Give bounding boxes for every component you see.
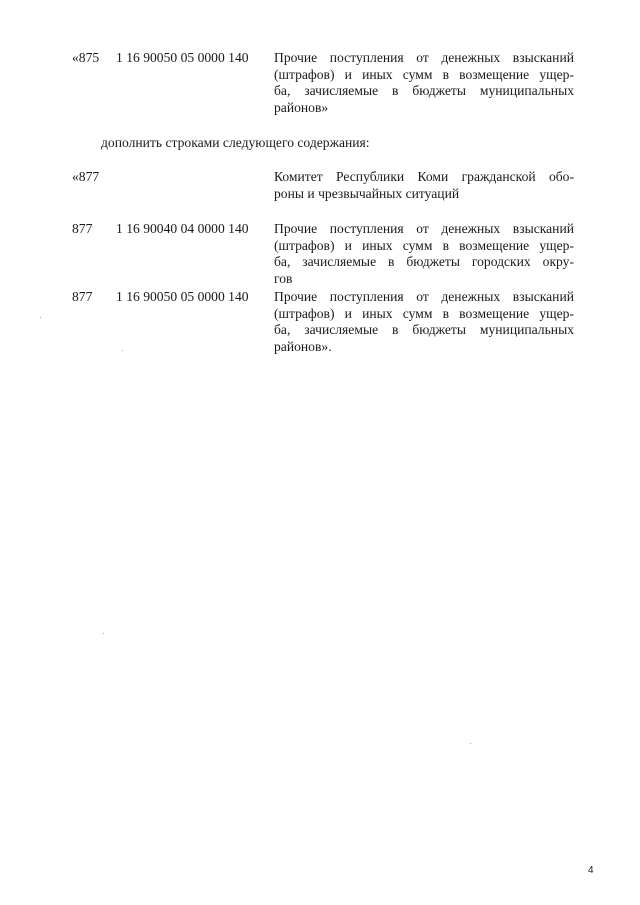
scan-speck: [40, 317, 41, 318]
scan-speck: [103, 633, 104, 634]
description-line: Прочие поступления от денежных взысканий: [274, 50, 574, 65]
description-line: Комитет Республики Коми гражданской обо-: [274, 169, 574, 184]
description-line: районов»: [274, 99, 329, 115]
description-line: Прочие поступления от денежных взысканий: [274, 289, 574, 304]
description-line: ба, зачисляемые в бюджеты муниципальных: [274, 322, 574, 338]
admin-code: 877: [72, 289, 93, 304]
committee-name: [274, 169, 574, 202]
income-description: [274, 221, 574, 287]
income-code: 1 16 90050 05 0000 140: [116, 50, 249, 65]
scan-speck: [470, 743, 471, 744]
admin-code: «877: [72, 169, 100, 184]
description-line: ба, зачисляемые в бюджеты городских окру-: [274, 254, 574, 270]
description-line: (штрафов) и иных сумм в возмещение ущер-: [274, 66, 574, 82]
income-code: 1 16 90050 05 0000 140: [116, 289, 249, 304]
income-code: 1 16 90040 04 0000 140: [116, 221, 249, 236]
page-number: 4: [588, 865, 594, 876]
admin-code: 877: [72, 221, 93, 236]
scan-speck: [122, 350, 123, 351]
intro-text: дополнить строками следующего содержания:: [101, 135, 370, 150]
description-line: Прочие поступления от денежных взысканий: [274, 221, 574, 236]
admin-code: «875: [72, 50, 100, 65]
description-line: гов: [274, 270, 293, 286]
income-description: [274, 289, 574, 355]
description-line: роны и чрезвычайных ситуаций: [274, 185, 460, 201]
description-line: районов».: [274, 338, 332, 354]
description-line: (штрафов) и иных сумм в возмещение ущер-: [274, 237, 574, 253]
income-description: [274, 50, 574, 116]
description-line: ба, зачисляемые в бюджеты муниципальных: [274, 83, 574, 99]
description-line: (штрафов) и иных сумм в возмещение ущер-: [274, 305, 574, 321]
